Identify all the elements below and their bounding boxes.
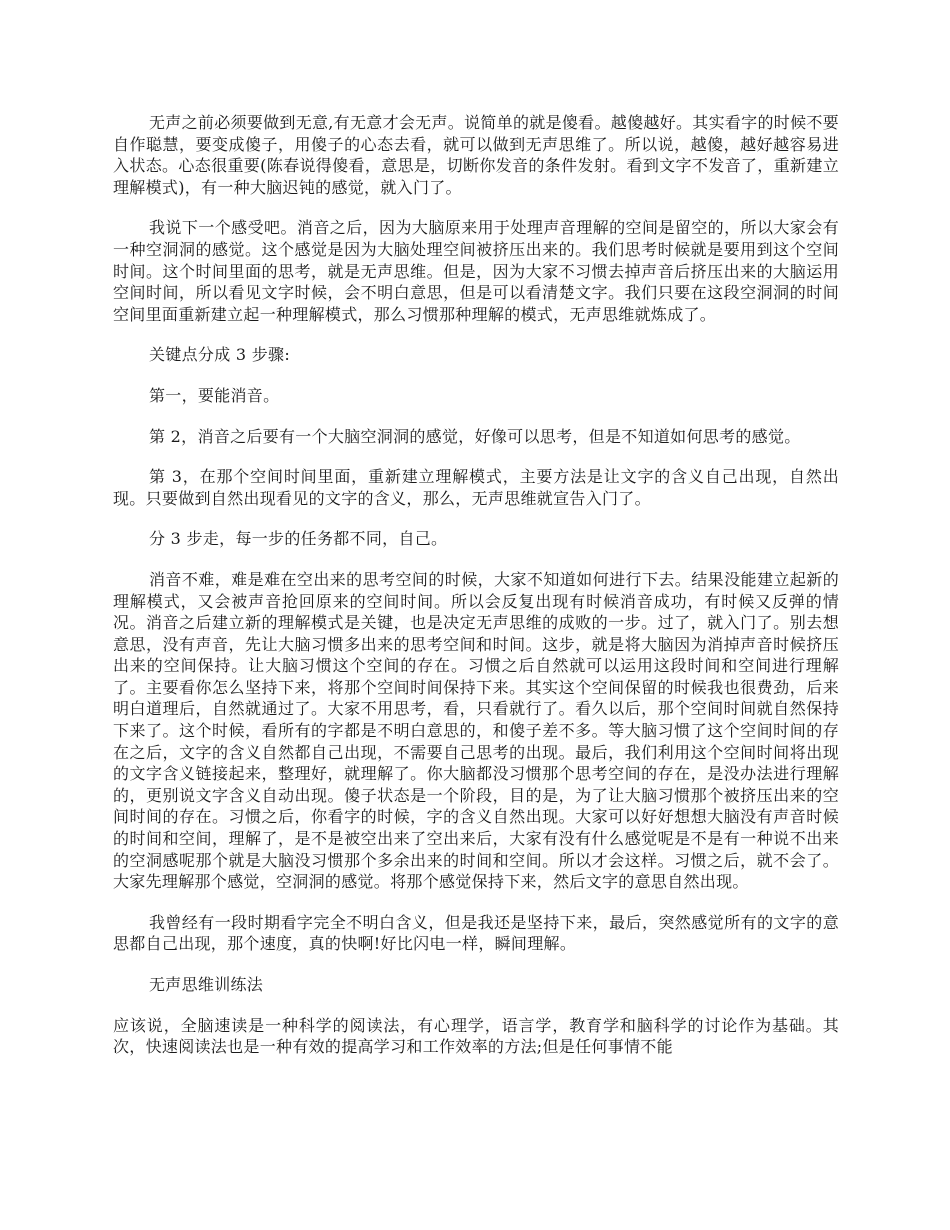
paragraph-whole-brain-reading: 应该说，全脑速读是一种科学的阅读法，有心理学，语言学，教育学和脑科学的讨论作为基础。其次，快速阅读法也是一种有效的提高学习和工作效率的方法;但是任何事情不能 (113, 1015, 839, 1057)
paragraph-step-two: 第 2，消音之后要有一个大脑空洞洞的感觉，好像可以思考，但是不知道如何思考的感觉。 (149, 426, 801, 446)
paragraph-personal-experience: 我说下一个感受吧。消音之后，因为大脑原来用于处理声音理解的空间是留空的，所以大家会有一种空洞洞的感觉。这个感觉是因为大脑处理空间被挤压出来的。我们思考时候就是要用到这个空间时间。这个时间里面的思考，就是无声思维。但是，因为大家不习惯去掉声音后挤压出来的大脑运用空间时间，所以看见文字时候，会不明白意思，但是可以看清楚文字。我们只要在这段空洞洞的时间空间里面重新建立起一种理解模式，那么习惯那种理解的模式，无声思维就炼成了。 (113, 218, 839, 324)
section-heading-training-method: 无声思维训练法 (149, 975, 264, 994)
paragraph-key-points-heading: 关键点分成 3 步骤: (149, 345, 291, 365)
document-page (113, 112, 839, 1077)
paragraph-step-three: 第 3，在那个空间时间里面，重新建立理解模式，主要方法是让文字的含义自己出现，自然出现。只要做到自然出现看见的文字的含义，那么，无声思维就宣告入门了。 (113, 467, 839, 508)
paragraph-long-explanation: 消音不难，难是难在空出来的思考空间的时候，大家不知道如何进行下去。结果没能建立起新的理解模式，又会被声音抢回原来的空间时间。所以会反复出现有时候消音成功，有时候又反弹的情况。消音之后建立新的理解模式是关键，也是决定无声思维的成败的一步。过了，就入门了。别去想意思，没有声音，先让大脑习惯多出来的思考空间和时间。这步，就是将大脑因为消掉声音时候挤压出来的空间保持。让大脑习惯这个空间的存在。习惯之后自然就可以运用这段时间和空间进行理解了。主要看你怎么坚持下来，将那个空间时间保持下来。其实这个空间保留的时候我也很费劲，后来明白道理后，自然就通过了。大家不用思考，看，只看就行了。看久以后，那个空间时间就自然保持下来了。这个时候，看所有的字都是不明白意思的，和傻子差不多。等大脑习惯了这个空间时间的存在之后，文字的含义自然都自己出现，不需要自己思考的出现。最后，我们利用这个空间时间将出现的文字含义链接起来，整理好，就理解了。你大脑都没习惯那个思考空间的存在，是没办法进行理解的，更别说文字含义自动出现。傻子状态是一个阶段，目的是，为了让大脑习惯那个被挤压出来的空间时间的存在。习惯之后，你看字的时候，字的含义自然出现。大家可以好好想想大脑没有声音时候的时间和空间，理解了，是不是被空出来了空出来后，大家有没有什么感觉呢是不是有一种说不出来的空洞感呢那个就是大脑没习惯那个多余出来的时间和空间。所以才会这样。习惯之后，就不会了。大家先理解那个感觉，空洞洞的感觉。将那个感觉保持下来，然后文字的意思自然出现。 (113, 569, 839, 892)
paragraph-step-one: 第一，要能消音。 (149, 385, 280, 405)
paragraph-three-steps-summary: 分 3 步走，每一步的任务都不同，自己。 (149, 529, 448, 549)
paragraph-silent-intro: 无声之前必须要做到无意,有无意才会无声。说简单的就是傻看。越傻越好。其实看字的时候不要自作聪慧，要变成傻子，用傻子的心态去看，就可以做到无声思维了。所以说，越傻，越好越容易进入状态。心态很重要(陈春说得傻看，意思是，切断你发音的条件发射。看到文字不发音了，重新建立理解模式)，有一种大脑迟钝的感觉，就入门了。 (113, 113, 839, 197)
paragraph-closing-experience: 我曾经有一段时期看字完全不明白含义，但是我还是坚持下来，最后，突然感觉所有的文字的意思都自己出现，那个速度，真的快啊!好比闪电一样，瞬间理解。 (113, 912, 839, 954)
